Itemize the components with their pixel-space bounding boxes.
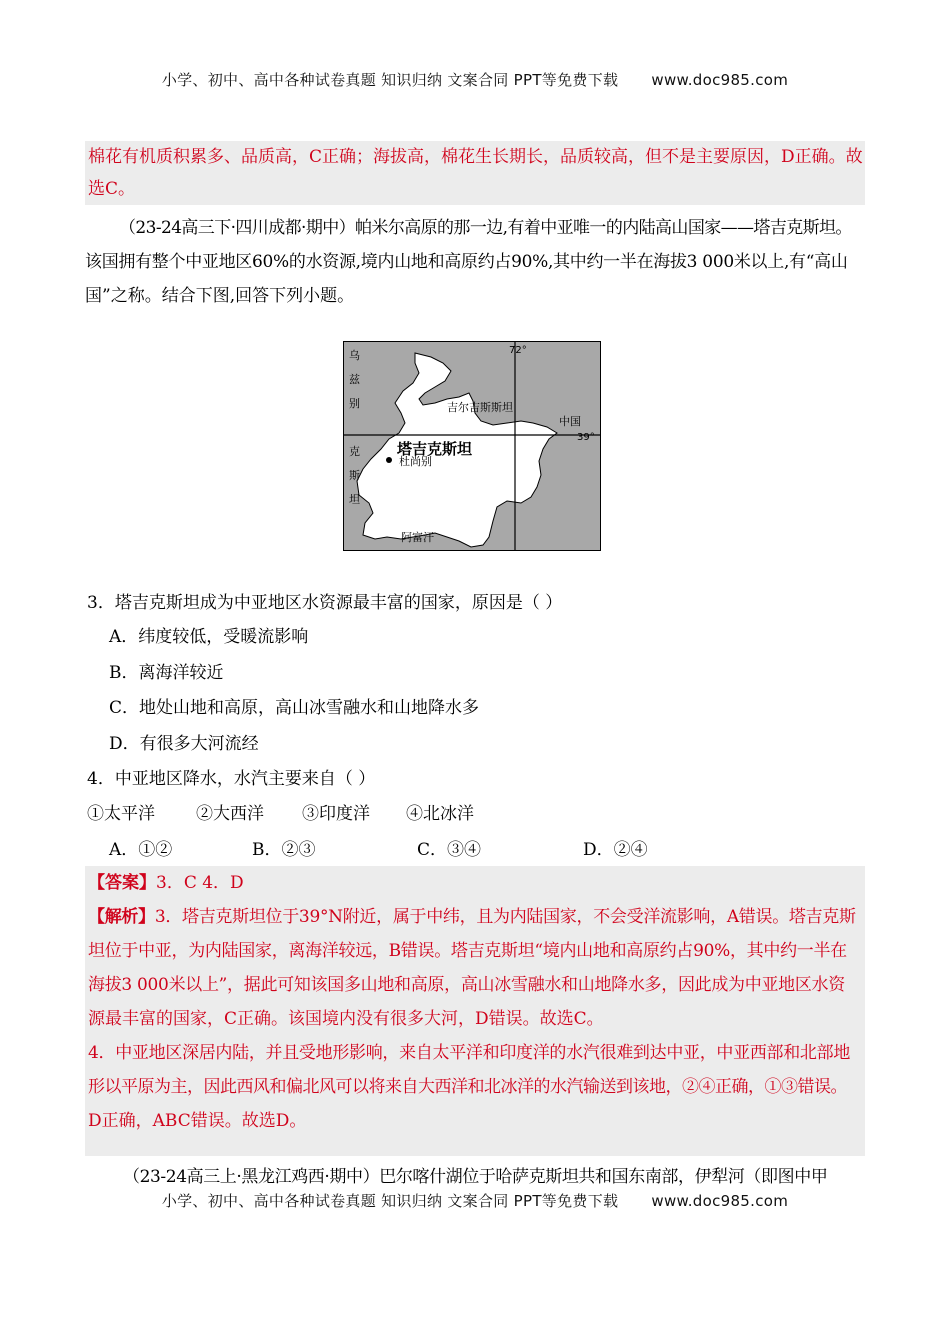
intro-line: 国”之称。结合下图,回答下列小题。 [85,286,355,306]
question-3-stem: 3．塔吉克斯坦成为中亚地区水资源最丰富的国家，原因是（ ） [87,593,563,613]
analysis-line: 4．中亚地区深居内陆，并且受地形影响，来自太平洋和印度洋的水汽很难到达中亚，中亚西部和北部地 [88,1043,851,1063]
longitude-label: 72° [509,345,527,356]
header-site-link[interactable]: www.doc985.com [651,71,789,89]
question-3-option-a[interactable]: A．纬度较低，受暖流影响 [109,627,309,647]
question-4-item: ②大西洋 [196,804,264,824]
uzbekistan-label: 别 [349,397,360,410]
analysis-line: D正确，ABC错误。故选D。 [88,1111,307,1131]
analysis-line: 棉花有机质积累多、品质高，C正确；海拔高，棉花生长期长，品质较高，但不是主要原因，D正确。故 [88,147,863,167]
analysis-line: 坦位于中亚，为内陆国家，离海洋较远，B错误。塔吉克斯坦“境内山地和高原约占90%，其中约一半在 [88,941,847,961]
capital-dot [386,457,392,463]
analysis-line: 选C。 [88,179,136,199]
answer-block [85,866,865,1156]
question-4-item: ③印度洋 [302,804,370,824]
header-text: 小学、初中、高中各种试卷真题 知识归纳 文案合同 PPT等免费下载 [161,71,619,89]
analysis-line: 源最丰富的国家，C正确。该国境内没有很多大河，D错误。故选C。 [88,1009,604,1029]
question-4-stem: 4．中亚地区降水，水汽主要来自（ ） [87,769,376,789]
kyrgyzstan-label: 吉尔吉斯斯坦 [447,401,513,414]
analysis-line [85,900,865,934]
analysis-line: 形以平原为主，因此西风和偏北风可以将来自大西洋和北冰洋的水汽输送到该地，②④正确，①③错误。 [88,1077,847,1097]
question-4-option-a[interactable]: A．①② [109,840,173,860]
previous-analysis [85,141,865,205]
question-4-option-b[interactable]: B．②③ [252,840,316,860]
analysis-label: 【解析】 [88,907,155,927]
intro-line: 该国拥有整个中亚地区60%的水资源,境内山地和高原约占90%,其中约一半在海拔3 000米以上,有“高山 [85,252,848,272]
uzbekistan-label: 乌 [349,349,360,362]
question-4-option-c[interactable]: C．③④ [417,840,482,860]
footer-text: 小学、初中、高中各种试卷真题 知识归纳 文案合同 PPT等免费下载 [161,1192,619,1210]
afghanistan-label: 阿富汗 [401,531,434,544]
next-question-intro: （23-24高三上·黑龙江鸡西·期中）巴尔喀什湖位于哈萨克斯坦共和国东南部，伊犁河（即图中甲 [123,1167,828,1187]
uzbekistan-label: 克 [349,445,360,458]
question-intro [85,211,865,313]
uzbekistan-label: 斯 [349,469,360,482]
question-4-option-d[interactable]: D．②④ [583,840,648,860]
footer-site-link[interactable]: www.doc985.com [651,1192,789,1210]
page-header [0,69,950,90]
china-label: 中国 [559,415,581,428]
question-4-item: ④北冰洋 [406,804,474,824]
uzbekistan-label: 兹 [349,373,360,386]
answer-line [85,866,865,900]
question-3-option-d[interactable]: D．有很多大河流经 [109,734,259,754]
tajikistan-map [343,341,601,551]
uzbekistan-label: 坦 [349,493,360,506]
page-footer [0,1190,950,1211]
tajikistan-label: 塔吉克斯坦 [397,440,473,458]
analysis-line: 海拔3 000米以上”，据此可知该国多山地和高原，高山冰雪融水和山地降水多，因此成为中亚地区水资 [88,975,845,995]
analysis-text: 3．塔吉克斯坦位于39°N附近，属于中纬，且为内陆国家，不会受洋流影响，A错误。塔吉克斯 [154,907,856,927]
answer-label: 【答案】 [88,873,156,893]
intro-line: （23-24高三下·四川成都·期中）帕米尔高原的那一边,有着中亚唯一的内陆高山国家——塔吉克斯坦。 [119,218,852,238]
question-3-option-b[interactable]: B．离海洋较近 [109,663,224,683]
question-4-item: ①太平洋 [87,804,155,824]
answer-text: 3．C 4．D [156,873,244,893]
question-3-option-c[interactable]: C．地处山地和高原，高山冰雪融水和山地降水多 [109,698,480,718]
capital-label: 杜尚别 [399,455,432,468]
latitude-label: 39° [577,432,595,443]
